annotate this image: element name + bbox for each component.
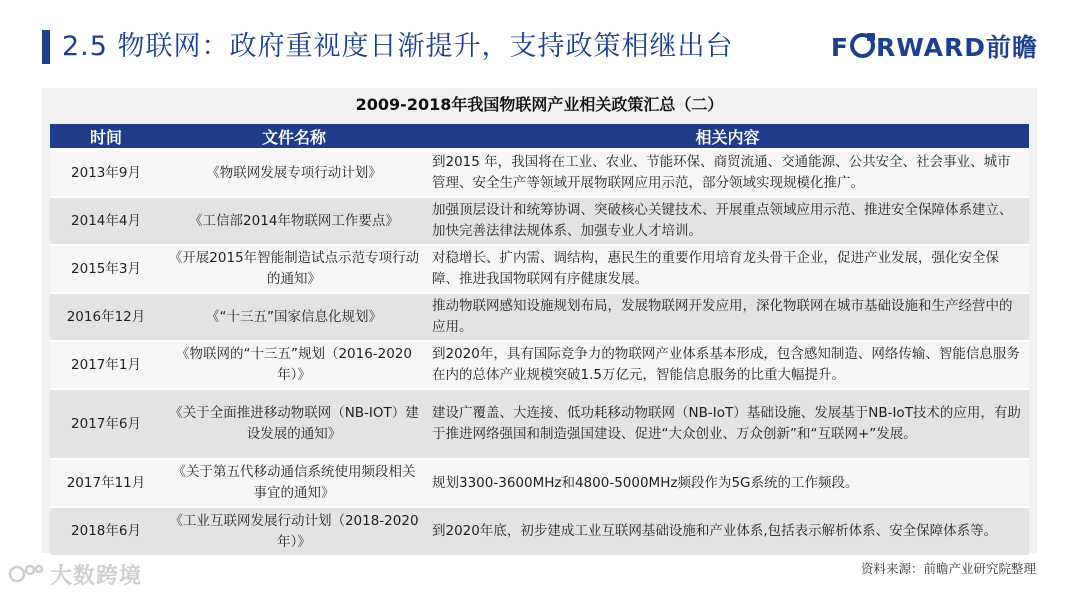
cell-content: 加强顶层设计和统筹协调、突破核心关键技术、开展重点领域应用示范、推进安全保障体系建立、加快完善法律法规体系、加强专业人才培训。	[426, 197, 1029, 245]
cell-time: 2017年11月	[50, 459, 162, 507]
table-row	[50, 149, 1029, 197]
logo-text-start: F	[830, 33, 849, 62]
cell-document-name: 《开展2015年智能制造试点示范专项行动的通知》	[162, 245, 426, 293]
table-row	[50, 389, 1029, 459]
cell-document-name: 《物联网发展专项行动计划》	[162, 149, 426, 197]
cell-document-name: 《工信部2014年物联网工作要点》	[162, 197, 426, 245]
policy-table-panel	[42, 88, 1037, 553]
cell-time: 2018年6月	[50, 507, 162, 555]
table-caption: 2009-2018年我国物联网产业相关政策汇总（二）	[355, 95, 724, 114]
cell-time: 2013年9月	[50, 149, 162, 197]
forward-logo	[831, 32, 1038, 64]
cell-document-name: 《工业互联网发展行动计划（2018-2020年）》	[162, 507, 426, 555]
cell-document-name: 《关于第五代移动通信系统使用频段相关事宜的通知》	[162, 459, 426, 507]
table-row	[50, 341, 1029, 389]
table-row	[50, 245, 1029, 293]
logo-o-mark	[850, 33, 875, 58]
watermark-logo-icon	[8, 560, 44, 588]
cell-time: 2015年3月	[50, 245, 162, 293]
watermark	[8, 558, 142, 590]
cell-document-name: 《关于全面推进移动物联网（NB-IOT）建设发展的通知》	[162, 389, 426, 459]
watermark-text: 大数跨境	[50, 563, 143, 589]
cell-content: 规划3300-3600MHz和4800-5000MHz频段作为5G系统的工作频段。	[426, 459, 1029, 507]
cell-content: 对稳增长、扩内需、调结构，惠民生的重要作用培育龙头骨干企业，促进产业发展，强化安全保障、推进我国物联网有序健康发展。	[426, 245, 1029, 293]
cell-time: 2014年4月	[50, 197, 162, 245]
column-header-time: 时间	[50, 124, 162, 149]
policy-table	[50, 124, 1029, 555]
column-header-name: 文件名称	[162, 124, 426, 149]
cell-time: 2017年1月	[50, 341, 162, 389]
logo-text-end: RWARD前瞻	[875, 33, 1038, 62]
cell-content: 推动物联网感知设施规划布局，发展物联网开发应用，深化物联网在城市基础设施和生产经营中的应用。	[426, 293, 1029, 341]
title-accent-bar	[42, 30, 50, 64]
cell-time: 2016年12月	[50, 293, 162, 341]
cell-time: 2017年6月	[50, 389, 162, 459]
cell-content: 到2020年底，初步建成工业互联网基础设施和产业体系,包括表示解析体系、安全保障体系等。	[426, 507, 1029, 555]
cell-content: 到2020年，具有国际竞争力的物联网产业体系基本形成，包含感知制造、网络传输、智能信息服务在内的总体产业规模突破1.5万亿元，智能信息服务的比重大幅提升。	[426, 341, 1029, 389]
cell-document-name: 《“十三五”国家信息化规划》	[162, 293, 426, 341]
table-header-row	[50, 124, 1029, 149]
cell-document-name: 《物联网的“十三五”规划（2016-2020年）》	[162, 341, 426, 389]
table-row	[50, 197, 1029, 245]
page-title: 2.5 物联网：政府重视度日渐提升，支持政策相继出台	[62, 31, 734, 62]
table-row	[50, 293, 1029, 341]
cell-content: 到2015 年，我国将在工业、农业、节能环保、商贸流通、交通能源、公共安全、社会事业、城市管理、安全生产等领域开展物联网应用示范，部分领域实现规模化推广。	[426, 149, 1029, 197]
column-header-content: 相关内容	[426, 124, 1029, 149]
cell-content: 建设广覆盖、大连接、低功耗移动物联网（NB-IoT）基础设施、发展基于NB-IoT技术的应用，有助于推进网络强国和制造强国建设、促进“大众创业、万众创新”和“互联网+”发展。	[426, 389, 1029, 459]
source-note: 资料来源：前瞻产业研究院整理	[860, 561, 1036, 576]
table-row	[50, 507, 1029, 555]
table-row	[50, 459, 1029, 507]
